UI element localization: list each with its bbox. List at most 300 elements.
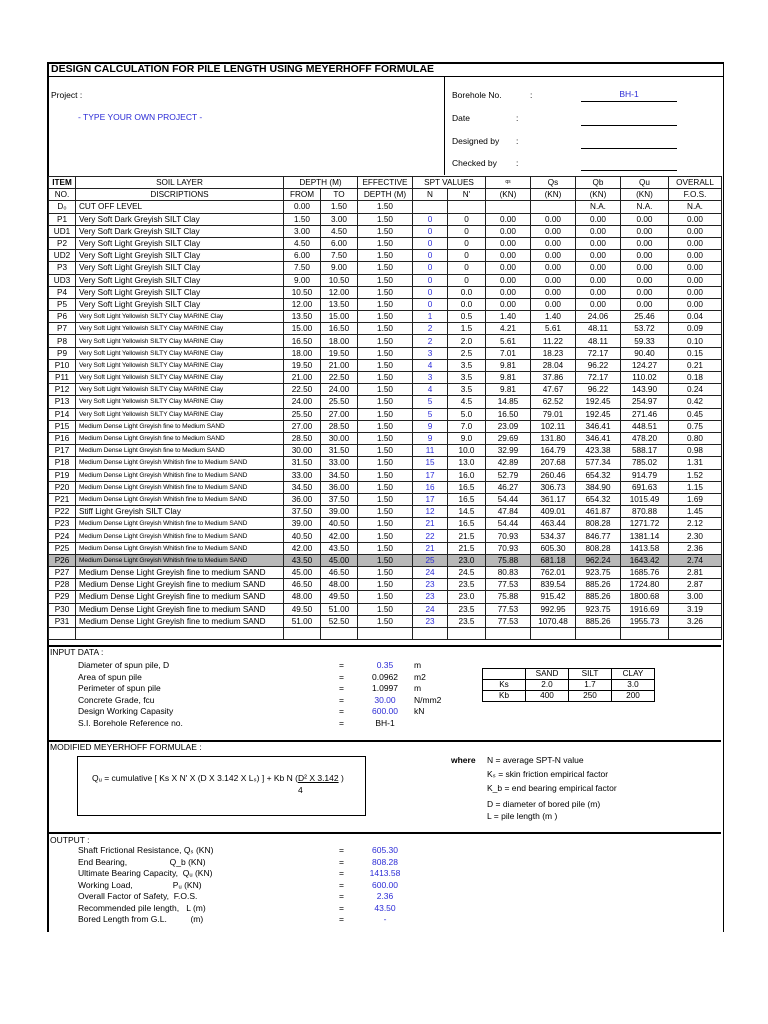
soil-description[interactable]: CUT OFF LEVEL [76, 201, 284, 213]
soil-description[interactable]: Medium Dense Light Greyish Whitish fine to Medium SAND [76, 481, 284, 493]
col-no: NO. [49, 189, 76, 201]
input-label: Concrete Grade, fcu [78, 694, 155, 705]
equals-sign: = [339, 717, 344, 728]
spt-n-avg: 3.5 [448, 384, 486, 396]
Qu-value: 478.20 [621, 432, 669, 444]
designed-by-field[interactable] [581, 136, 677, 149]
Qs-value: 62.52 [531, 396, 576, 408]
spt-n[interactable]: 3 [413, 372, 448, 384]
Qb-value: 96.22 [576, 359, 621, 371]
Qb-value: 885.26 [576, 615, 621, 627]
soil-description[interactable]: Medium Dense Light Greyish fine to Medium SAND [76, 445, 284, 457]
output-label: End Bearing, Q_b (KN) [78, 856, 206, 867]
output-value: - [383, 914, 387, 924]
col-Qs: Qs [531, 177, 576, 189]
spt-n[interactable]: 12 [413, 506, 448, 518]
spt-n[interactable]: 0 [413, 237, 448, 249]
table-row [49, 237, 722, 249]
output-value: 600.00 [372, 879, 398, 890]
depth-from: 48.00 [284, 591, 321, 603]
table-row [49, 542, 722, 554]
effective-depth: 1.50 [358, 262, 413, 274]
soil-description[interactable]: Very Soft Dark Greyish SILT Clay [76, 213, 284, 225]
soil-description[interactable]: Very Soft Light Greyish SILT Clay [76, 298, 284, 310]
fos-value: 0.09 [669, 323, 722, 335]
spt-n-avg: 0 [448, 250, 486, 262]
soil-description[interactable]: Very Soft Light Greyish SILT Clay [76, 274, 284, 286]
output-label: Working Load, Pᵤ (KN) [78, 879, 202, 890]
col-overall: OVERALL [669, 177, 722, 189]
depth-from: 24.00 [284, 396, 321, 408]
k-label: Ks [483, 680, 526, 691]
qs-value: 9.81 [486, 359, 531, 371]
item-no: P13 [49, 396, 76, 408]
spt-n[interactable] [413, 201, 448, 213]
effective-depth: 1.50 [358, 286, 413, 298]
Qu-value: 1955.73 [621, 615, 669, 627]
Qb-value: 346.41 [576, 420, 621, 432]
depth-to: 19.50 [321, 347, 358, 359]
spt-n-avg: 0 [448, 237, 486, 249]
input-value[interactable]: 600.00 [372, 706, 398, 716]
fos-value: 1.31 [669, 457, 722, 469]
Qb-value: 577.34 [576, 457, 621, 469]
depth-from: 6.00 [284, 250, 321, 262]
fos-value: 0.45 [669, 408, 722, 420]
Qs-value: 0.00 [531, 286, 576, 298]
table-row [49, 250, 722, 262]
depth-to: 7.50 [321, 250, 358, 262]
equals-sign: = [339, 868, 344, 878]
depth-from: 21.00 [284, 372, 321, 384]
Qs-value: 0.00 [531, 225, 576, 237]
table-row [49, 408, 722, 420]
effective-depth: 1.50 [358, 445, 413, 457]
item-no: UD2 [49, 250, 76, 262]
spt-n[interactable]: 22 [413, 530, 448, 542]
Qu-value: 1381.14 [621, 530, 669, 542]
Qb-value: 0.00 [576, 286, 621, 298]
soil-description[interactable]: Very Soft Light Yellowish SILTY Clay MARINE Clay [76, 359, 284, 371]
qs-value: 0.00 [486, 262, 531, 274]
blank-row [49, 627, 722, 639]
Qs-value: 1070.48 [531, 615, 576, 627]
Qu-value: 110.02 [621, 372, 669, 384]
Qb-value: 423.38 [576, 445, 621, 457]
depth-from: 10.50 [284, 286, 321, 298]
Qs-value [531, 201, 576, 213]
k-row [483, 680, 655, 691]
borehole-value[interactable]: BH-1 [581, 89, 677, 102]
qs-value: 23.09 [486, 420, 531, 432]
Qb-value: 654.32 [576, 469, 621, 481]
item-no: P15 [49, 420, 76, 432]
soil-description[interactable]: Very Soft Light Greyish SILT Clay [76, 250, 284, 262]
equals-sign: = [339, 683, 344, 693]
spt-n[interactable]: 2 [413, 335, 448, 347]
Qs-value: 605.30 [531, 542, 576, 554]
item-no: P3 [49, 262, 76, 274]
col-kn: (KN) [486, 189, 531, 201]
soil-layer-table [48, 176, 722, 640]
item-no: P8 [49, 335, 76, 347]
equals-sign: = [339, 660, 344, 670]
output-value: 2.36 [376, 891, 394, 901]
Qu-value: 0.00 [621, 274, 669, 286]
soil-description[interactable]: Medium Dense Light Greyish Whitish fine to Medium SAND [76, 518, 284, 530]
Qu-value: 0.00 [621, 286, 669, 298]
fos-value: 3.00 [669, 591, 722, 603]
input-value[interactable]: 0.35 [376, 660, 394, 670]
col-kn: (KN) [531, 189, 576, 201]
depth-from: 28.50 [284, 432, 321, 444]
table-row [49, 432, 722, 444]
depth-to: 6.00 [321, 237, 358, 249]
item-no: P20 [49, 481, 76, 493]
depth-from: 18.00 [284, 347, 321, 359]
depth-from: 30.00 [284, 445, 321, 457]
spt-n-avg: 0 [448, 262, 486, 274]
table-row [49, 323, 722, 335]
empty-cell [284, 627, 321, 639]
output-value: 43.50 [374, 902, 396, 913]
table-row [49, 506, 722, 518]
depth-to: 25.50 [321, 396, 358, 408]
equals-sign: = [339, 891, 344, 901]
spt-n[interactable]: 21 [413, 518, 448, 530]
depth-to: 39.00 [321, 506, 358, 518]
fos-value: 2.30 [669, 530, 722, 542]
Qs-value: 0.00 [531, 237, 576, 249]
Qs-value: 28.04 [531, 359, 576, 371]
spt-n[interactable]: 0 [413, 262, 448, 274]
input-label: Area of spun pile [78, 671, 142, 682]
item-no: P6 [49, 311, 76, 323]
soil-description[interactable]: Medium Dense Light Greyish Whitish fine to Medium SAND [76, 469, 284, 481]
soil-description[interactable]: Very Soft Light Yellowish SILTY Clay MARINE Clay [76, 335, 284, 347]
effective-depth: 1.50 [358, 250, 413, 262]
qs-value: 54.44 [486, 518, 531, 530]
item-no: P7 [49, 323, 76, 335]
output-label: Recommended pile length, L (m) [78, 902, 206, 913]
effective-depth: 1.50 [358, 530, 413, 542]
fos-value: 3.26 [669, 615, 722, 627]
Qb-value: 923.75 [576, 567, 621, 579]
effective-depth: 1.50 [358, 347, 413, 359]
depth-from: 9.00 [284, 274, 321, 286]
spt-n[interactable]: 9 [413, 420, 448, 432]
Qs-value: 37.86 [531, 372, 576, 384]
col-eff: EFFECTIVE [358, 177, 413, 189]
depth-from: 7.50 [284, 262, 321, 274]
fos-value: 2.81 [669, 567, 722, 579]
depth-to: 37.50 [321, 493, 358, 505]
depth-from: 15.00 [284, 323, 321, 335]
spt-n[interactable]: 9 [413, 432, 448, 444]
soil-description[interactable]: Very Soft Light Yellowish SILTY Clay MARINE Clay [76, 372, 284, 384]
spt-n-avg: 2.5 [448, 347, 486, 359]
soil-description[interactable]: Medium Dense Light Greyish fine to medium SAND [76, 603, 284, 615]
qs-value: 32.99 [486, 445, 531, 457]
depth-from: 33.00 [284, 469, 321, 481]
depth-to: 42.00 [321, 530, 358, 542]
spt-n[interactable]: 5 [413, 396, 448, 408]
soil-description[interactable]: Very Soft Light Yellowish SILTY Clay MARINE Clay [76, 396, 284, 408]
soil-description[interactable]: Very Soft Light Greyish SILT Clay [76, 237, 284, 249]
depth-from: 31.50 [284, 457, 321, 469]
soil-description[interactable]: Very Soft Light Yellowish SILTY Clay MARINE Clay [76, 323, 284, 335]
Qu-value: 785.02 [621, 457, 669, 469]
spt-n[interactable]: 0 [413, 274, 448, 286]
soil-description[interactable]: Very Soft Light Yellowish SILTY Clay MARINE Clay [76, 384, 284, 396]
k-value: 3.0 [612, 680, 655, 691]
soil-description[interactable]: Very Soft Light Yellowish SILTY Clay MARINE Clay [76, 311, 284, 323]
table-row [49, 603, 722, 615]
Qb-value: 0.00 [576, 250, 621, 262]
k-label: Kb [483, 691, 526, 702]
depth-from: 19.50 [284, 359, 321, 371]
spt-n[interactable]: 1 [413, 311, 448, 323]
item-no: P29 [49, 591, 76, 603]
fos-value: 1.15 [669, 481, 722, 493]
empty-cell [76, 627, 284, 639]
spt-n[interactable]: 15 [413, 457, 448, 469]
empty-cell [483, 669, 526, 680]
depth-to: 40.50 [321, 518, 358, 530]
spt-n[interactable]: 4 [413, 384, 448, 396]
item-no: P24 [49, 530, 76, 542]
spt-n[interactable]: 17 [413, 469, 448, 481]
soil-description[interactable]: Medium Dense Light Greyish fine to Medium SAND [76, 432, 284, 444]
equals-sign: = [339, 671, 344, 682]
soil-description[interactable]: Medium Dense Light Greyish fine to medium SAND [76, 567, 284, 579]
depth-from: 1.50 [284, 213, 321, 225]
project-value[interactable]: - TYPE YOUR OWN PROJECT - [78, 112, 203, 122]
qs-value: 52.79 [486, 469, 531, 481]
soil-description[interactable]: Medium Dense Light Greyish fine to medium SAND [76, 591, 284, 603]
spt-n[interactable]: 24 [413, 567, 448, 579]
depth-to: 46.50 [321, 567, 358, 579]
Qb-value: 885.26 [576, 591, 621, 603]
soil-description[interactable]: Very Soft Dark Greyish SILT Clay [76, 225, 284, 237]
depth-to: 9.00 [321, 262, 358, 274]
table-row [49, 420, 722, 432]
fos-value: 1.69 [669, 493, 722, 505]
spt-n[interactable]: 11 [413, 445, 448, 457]
col-to: TO [321, 189, 358, 201]
Qu-value: 1015.49 [621, 493, 669, 505]
qs-value: 70.93 [486, 542, 531, 554]
table-row [49, 457, 722, 469]
spt-n[interactable]: 23 [413, 591, 448, 603]
Qu-value: 1271.72 [621, 518, 669, 530]
soil-description[interactable]: Very Soft Light Yellowish SILTY Clay MARINE Clay [76, 347, 284, 359]
spt-n[interactable]: 0 [413, 250, 448, 262]
header-divider [444, 77, 445, 175]
qs-value: 80.83 [486, 567, 531, 579]
soil-description[interactable]: Medium Dense Light Greyish fine to medium SAND [76, 579, 284, 591]
qs-value: 0.00 [486, 286, 531, 298]
qs-value: 1.40 [486, 311, 531, 323]
effective-depth: 1.50 [358, 372, 413, 384]
Qb-value: 192.45 [576, 408, 621, 420]
empty-cell [576, 627, 621, 639]
spt-n[interactable]: 0 [413, 298, 448, 310]
item-no: P31 [49, 615, 76, 627]
qs-value: 0.00 [486, 237, 531, 249]
spt-n[interactable]: 4 [413, 359, 448, 371]
equals-sign: = [339, 879, 344, 890]
item-no: P17 [49, 445, 76, 457]
spt-n-avg: 16.5 [448, 481, 486, 493]
equals-sign: = [339, 706, 344, 716]
Qb-value: 0.00 [576, 274, 621, 286]
Qu-value: 59.33 [621, 335, 669, 347]
Qu-value: 25.46 [621, 311, 669, 323]
spt-n[interactable]: 16 [413, 481, 448, 493]
formula-heading: MODIFIED MEYERHOFF FORMULAE : [50, 742, 202, 752]
spt-n[interactable]: 0 [413, 213, 448, 225]
Qu-value: 0.00 [621, 237, 669, 249]
Qb-value: 808.28 [576, 518, 621, 530]
fos-value: 0.98 [669, 445, 722, 457]
empty-cell [486, 627, 531, 639]
Qs-value: 102.11 [531, 420, 576, 432]
Qb-value: 0.00 [576, 237, 621, 249]
date-field[interactable] [581, 113, 677, 126]
Qu-value: 124.27 [621, 359, 669, 371]
soil-description[interactable]: Medium Dense Light Greyish Whitish fine to Medium SAND [76, 554, 284, 566]
soil-description[interactable]: Medium Dense Light Greyish Whitish fine to Medium SAND [76, 530, 284, 542]
soil-description[interactable]: Medium Dense Light Greyish fine to Medium SAND [76, 420, 284, 432]
depth-to: 16.50 [321, 323, 358, 335]
Qs-value: 0.00 [531, 298, 576, 310]
Qb-value: 72.17 [576, 372, 621, 384]
qs-value: 75.88 [486, 554, 531, 566]
depth-from: 34.50 [284, 481, 321, 493]
fos-value: 0.00 [669, 250, 722, 262]
col-fos: F.O.S. [669, 189, 722, 201]
spt-n-avg: 16.5 [448, 518, 486, 530]
soil-description[interactable]: Medium Dense Light Greyish fine to medium SAND [76, 615, 284, 627]
spt-n-avg: 16.5 [448, 493, 486, 505]
input-label: Perimeter of spun pile [78, 683, 161, 693]
item-no: P22 [49, 506, 76, 518]
table-row [49, 591, 722, 603]
depth-to: 28.50 [321, 420, 358, 432]
spt-n-avg: 0 [448, 213, 486, 225]
spt-n-avg: 0 [448, 274, 486, 286]
col-Qb: Qb [576, 177, 621, 189]
empty-cell [358, 627, 413, 639]
col-n: N [413, 189, 448, 201]
soil-description[interactable]: Very Soft Light Yellowish SILTY Clay MARINE Clay [76, 408, 284, 420]
soil-description[interactable]: Medium Dense Light Greyish Whitish fine to Medium SAND [76, 493, 284, 505]
spt-n[interactable]: 23 [413, 579, 448, 591]
effective-depth: 1.50 [358, 335, 413, 347]
spt-n-avg: 1.5 [448, 323, 486, 335]
spt-n[interactable]: 24 [413, 603, 448, 615]
checked-by-label: Checked by [452, 158, 497, 168]
equals-sign: = [339, 856, 344, 867]
project-label: Project : [51, 90, 83, 100]
Qu-value: 691.63 [621, 481, 669, 493]
depth-from: 46.50 [284, 579, 321, 591]
spt-n-avg [448, 201, 486, 213]
effective-depth: 1.50 [358, 469, 413, 481]
item-no: P19 [49, 469, 76, 481]
output-label: Shaft Frictional Resistance, Qₛ (KN) [78, 845, 214, 855]
Qs-value: 0.00 [531, 213, 576, 225]
table-row [49, 372, 722, 384]
spt-n[interactable]: 0 [413, 286, 448, 298]
table-row [49, 396, 722, 408]
effective-depth: 1.50 [358, 396, 413, 408]
table-row [49, 384, 722, 396]
depth-to: 15.00 [321, 311, 358, 323]
spt-n[interactable]: 0 [413, 225, 448, 237]
input-unit: N/mm2 [414, 694, 442, 705]
fos-value: 0.10 [669, 335, 722, 347]
spt-n[interactable]: 21 [413, 542, 448, 554]
table-row [49, 493, 722, 505]
soil-description[interactable]: Very Soft Light Greyish SILT Clay [76, 286, 284, 298]
soil-description[interactable]: Stiff Light Greyish SILT Clay [76, 506, 284, 518]
fos-value: 2.36 [669, 542, 722, 554]
table-row [49, 274, 722, 286]
k-value: 250 [569, 691, 612, 702]
qs-value: 0.00 [486, 225, 531, 237]
spt-n-avg: 23.0 [448, 591, 486, 603]
fos-value: 0.00 [669, 213, 722, 225]
depth-from: 42.00 [284, 542, 321, 554]
fos-value: 0.04 [669, 311, 722, 323]
Qs-value: 992.95 [531, 603, 576, 615]
qs-value: 70.93 [486, 530, 531, 542]
Qu-value: 448.51 [621, 420, 669, 432]
effective-depth: 1.50 [358, 567, 413, 579]
depth-from: 37.50 [284, 506, 321, 518]
spt-n[interactable]: 25 [413, 554, 448, 566]
checked-by-field[interactable] [581, 158, 677, 171]
soil-description[interactable]: Very Soft Light Greyish SILT Clay [76, 262, 284, 274]
soil-description[interactable]: Medium Dense Light Greyish Whitish fine to Medium SAND [76, 457, 284, 469]
fos-value: 0.18 [669, 372, 722, 384]
equals-sign: = [339, 694, 344, 705]
fos-value: 0.80 [669, 432, 722, 444]
col-kn: (KN) [621, 189, 669, 201]
spt-n[interactable]: 3 [413, 347, 448, 359]
depth-to: 10.50 [321, 274, 358, 286]
soil-description[interactable]: Medium Dense Light Greyish Whitish fine to Medium SAND [76, 542, 284, 554]
effective-depth: 1.50 [358, 298, 413, 310]
qs-value: 46.27 [486, 481, 531, 493]
k-value: 1.7 [569, 680, 612, 691]
spt-n-avg: 3.5 [448, 372, 486, 384]
k-col-header: SAND [526, 669, 569, 680]
spt-n[interactable]: 5 [413, 408, 448, 420]
input-value[interactable]: 30.00 [374, 694, 396, 705]
spt-n[interactable]: 23 [413, 615, 448, 627]
empty-cell [448, 627, 486, 639]
spt-n-avg: 23.5 [448, 615, 486, 627]
spt-n[interactable]: 2 [413, 323, 448, 335]
spt-n[interactable]: 17 [413, 493, 448, 505]
Qu-value: 914.79 [621, 469, 669, 481]
k-value: 200 [612, 691, 655, 702]
col-kn: (KN) [576, 189, 621, 201]
Qb-value: 885.26 [576, 579, 621, 591]
